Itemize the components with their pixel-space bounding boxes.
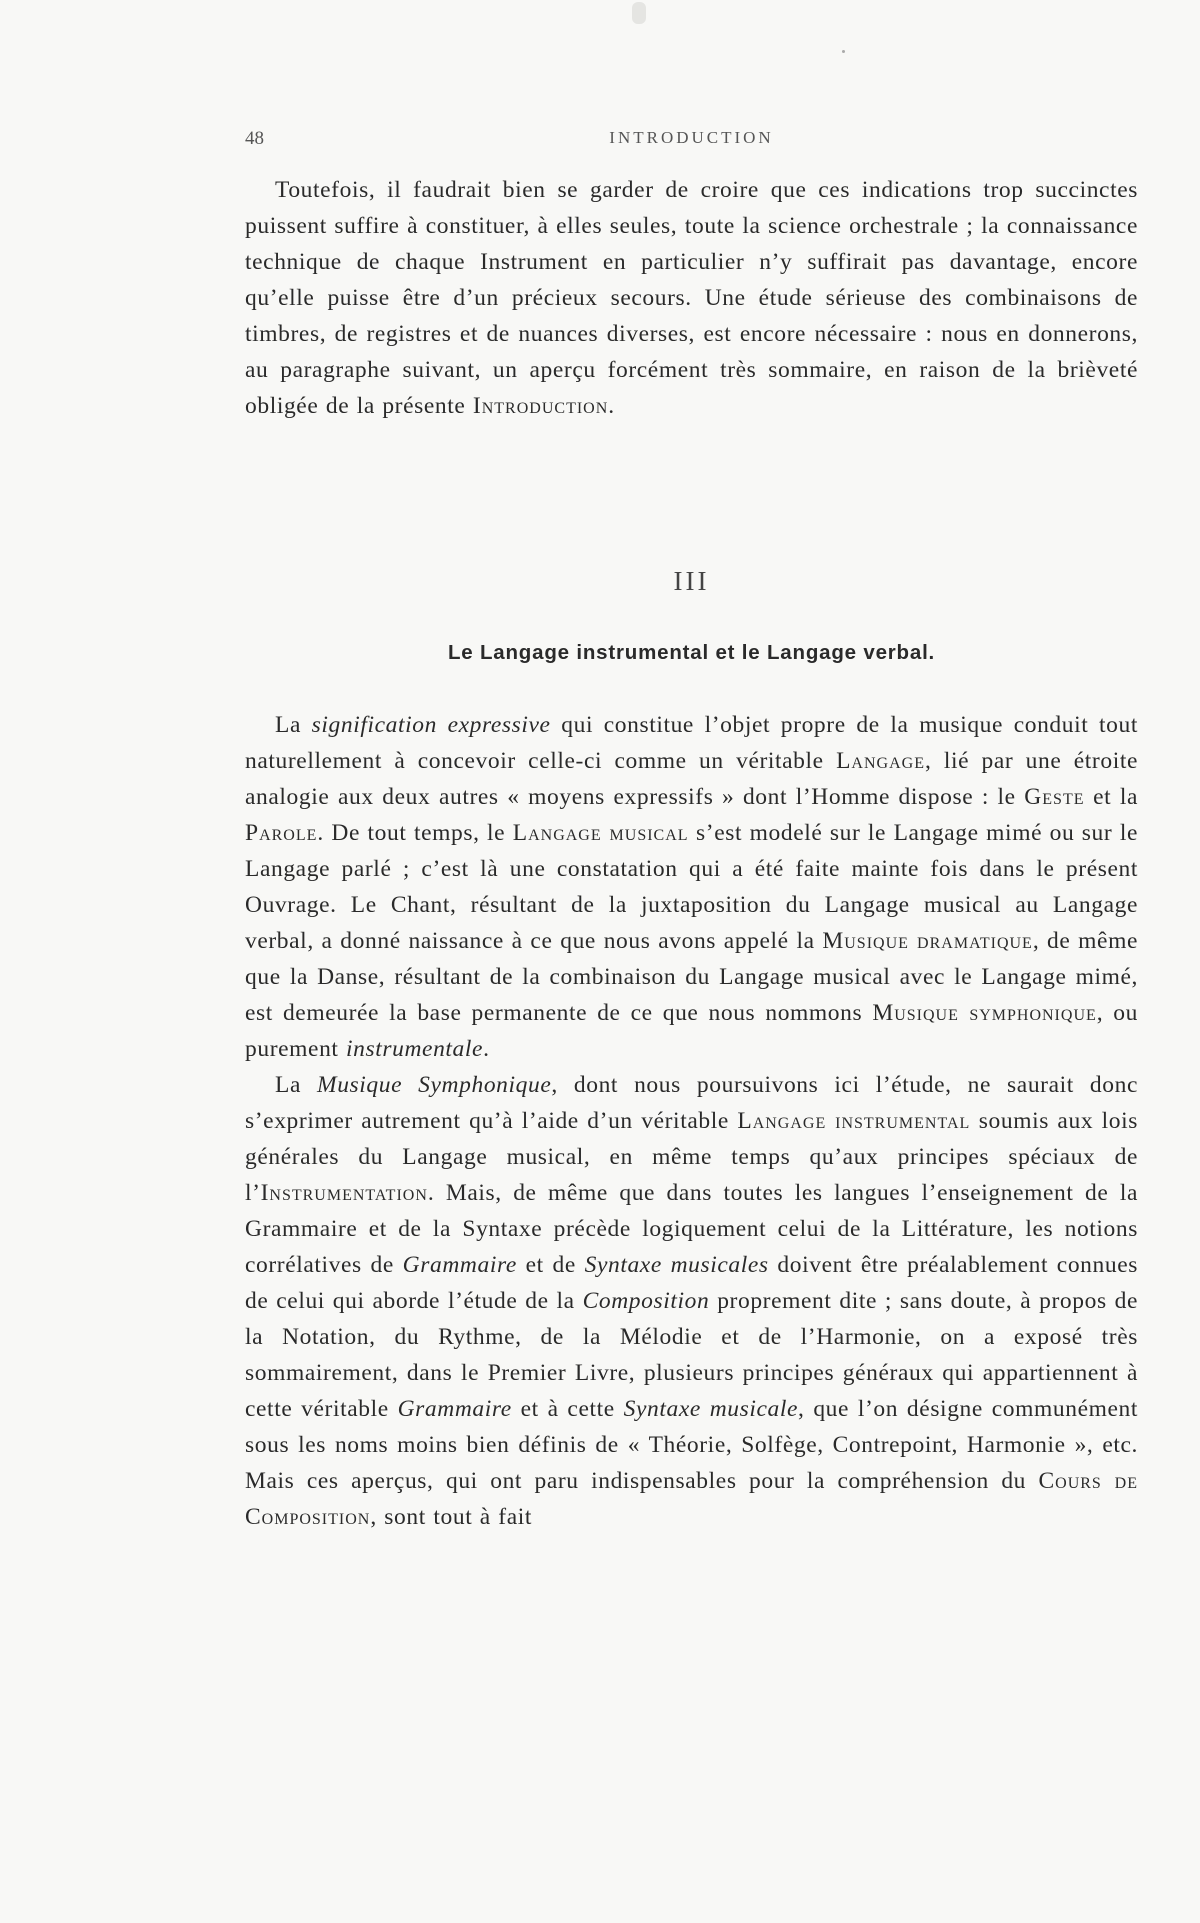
text-run: Grammaire xyxy=(397,1396,512,1422)
paragraph-1 xyxy=(245,172,1138,424)
paragraph-block-2 xyxy=(245,707,1138,1535)
text-run: . xyxy=(608,393,615,419)
text-run: , sont tout à fait xyxy=(370,1504,533,1530)
text-run: . xyxy=(483,1036,490,1062)
paragraph-3 xyxy=(245,1067,1138,1535)
text-run: Geste xyxy=(1024,784,1085,810)
text-run: Syntaxe musicale xyxy=(623,1396,799,1422)
text-run: soumis aux lois générales du Langage musical, en même temps qu’aux principes spéciaux de l’ xyxy=(245,1108,1138,1206)
text-run: Cours de Composition xyxy=(245,1468,1138,1530)
page-number: 48 xyxy=(245,128,264,149)
text-run: s’est modelé sur le Langage mimé ou sur le Langage parlé ; c’est là une constatation qui a été faite mainte fois dans le présent Ouvrage. Le Chant, résultant de la juxtaposition du Langage musical au Langage verbal, a donné naissance à ce que nous avons appelé la xyxy=(245,820,1138,954)
text-run: Syntaxe musicales xyxy=(584,1252,769,1278)
text-run: , lié par une étroite analogie aux deux autres « moyens expressifs » dont l’Homme dispose : le xyxy=(245,748,1138,810)
text-run: signification expressive xyxy=(311,712,551,738)
text-run: et la xyxy=(1084,784,1138,810)
text-run: Musique symphonique xyxy=(872,1000,1097,1026)
text-run: Toutefois, il faudrait bien se garder de croire que ces indications trop succinctes puissent suffire à constituer, à elles seules, toute la science orchestrale ; la connaissance technique de chaque Instrument en particulier n’y suffirait pas davantage, encore qu’elle puisse être d’un précieux secours. Une étude sérieuse des combinaisons de timbres, de registres et de nuances diverses, est encore nécessaire : nous en donnerons, au paragraphe suivant, un aperçu forcément très sommaire, en raison de la brièveté obligée de la présente xyxy=(245,177,1138,419)
text-run: , que l’on désigne communément sous les noms moins bien définis de « Théorie, Solfège, Contrepoint, Harmonie », etc. Mais ces aperçus, qui ont paru indispensables pour la compréhension du xyxy=(245,1396,1138,1494)
scan-smudge xyxy=(632,2,646,24)
text-run: proprement dite ; sans doute, à propos de la Notation, du Rythme, de la Mélodie et de l’Harmonie, on a exposé très sommairement, dans le Premier Livre, plusieurs principes généraux qui appartiennent à cette véritable xyxy=(245,1288,1138,1422)
text-run: qui constitue l’objet propre de la musique conduit tout naturellement à concevoir celle-ci comme un véritable xyxy=(245,712,1138,774)
paragraph-2 xyxy=(245,707,1138,1067)
text-run: doivent être préalablement connues de celui qui aborde l’étude de la xyxy=(245,1252,1139,1314)
text-run: , dont nous poursuivons ici l’étude, ne saurait donc s’exprimer autrement qu’à l’aide d’un véritable xyxy=(245,1072,1138,1134)
text-run: Instrumentation xyxy=(260,1180,428,1206)
text-run: Langage xyxy=(836,748,925,774)
text-run: instrumentale xyxy=(346,1036,484,1062)
text-run: Musique Symphonique xyxy=(317,1072,552,1098)
text-run: . Mais, de même que dans toutes les langues l’enseignement de la Grammaire et de la Syntaxe précède logiquement celui de la Littérature, les notions corrélatives de xyxy=(245,1180,1138,1278)
text-run: La xyxy=(275,1072,318,1098)
text-run: Composition xyxy=(582,1288,710,1314)
text-run: et à cette xyxy=(511,1396,624,1422)
text-run: La xyxy=(275,712,312,738)
section-number: III xyxy=(673,566,710,596)
text-run: , ou purement xyxy=(245,1000,1139,1062)
text-run: Langage musical xyxy=(512,820,689,846)
scan-speck xyxy=(842,50,845,53)
text-run: Langage instrumental xyxy=(737,1108,971,1134)
section-title: Le Langage instrumental et le Langage verbal. xyxy=(447,641,936,664)
text-run: et de xyxy=(516,1252,585,1278)
text-run: Grammaire xyxy=(402,1252,517,1278)
running-title: INTRODUCTION xyxy=(609,128,774,147)
text-run: , de même que la Danse, résultant de la combinaison du Langage musical avec le Langage mimé, est demeurée la base permanente de ce que nous nommons xyxy=(245,928,1138,1026)
text-run: Introduction xyxy=(472,393,609,419)
text-run: Parole xyxy=(245,820,318,846)
text-run: Musique dramatique xyxy=(822,928,1033,954)
paragraph-block-1 xyxy=(245,172,1138,424)
text-run: . De tout temps, le xyxy=(317,820,513,846)
